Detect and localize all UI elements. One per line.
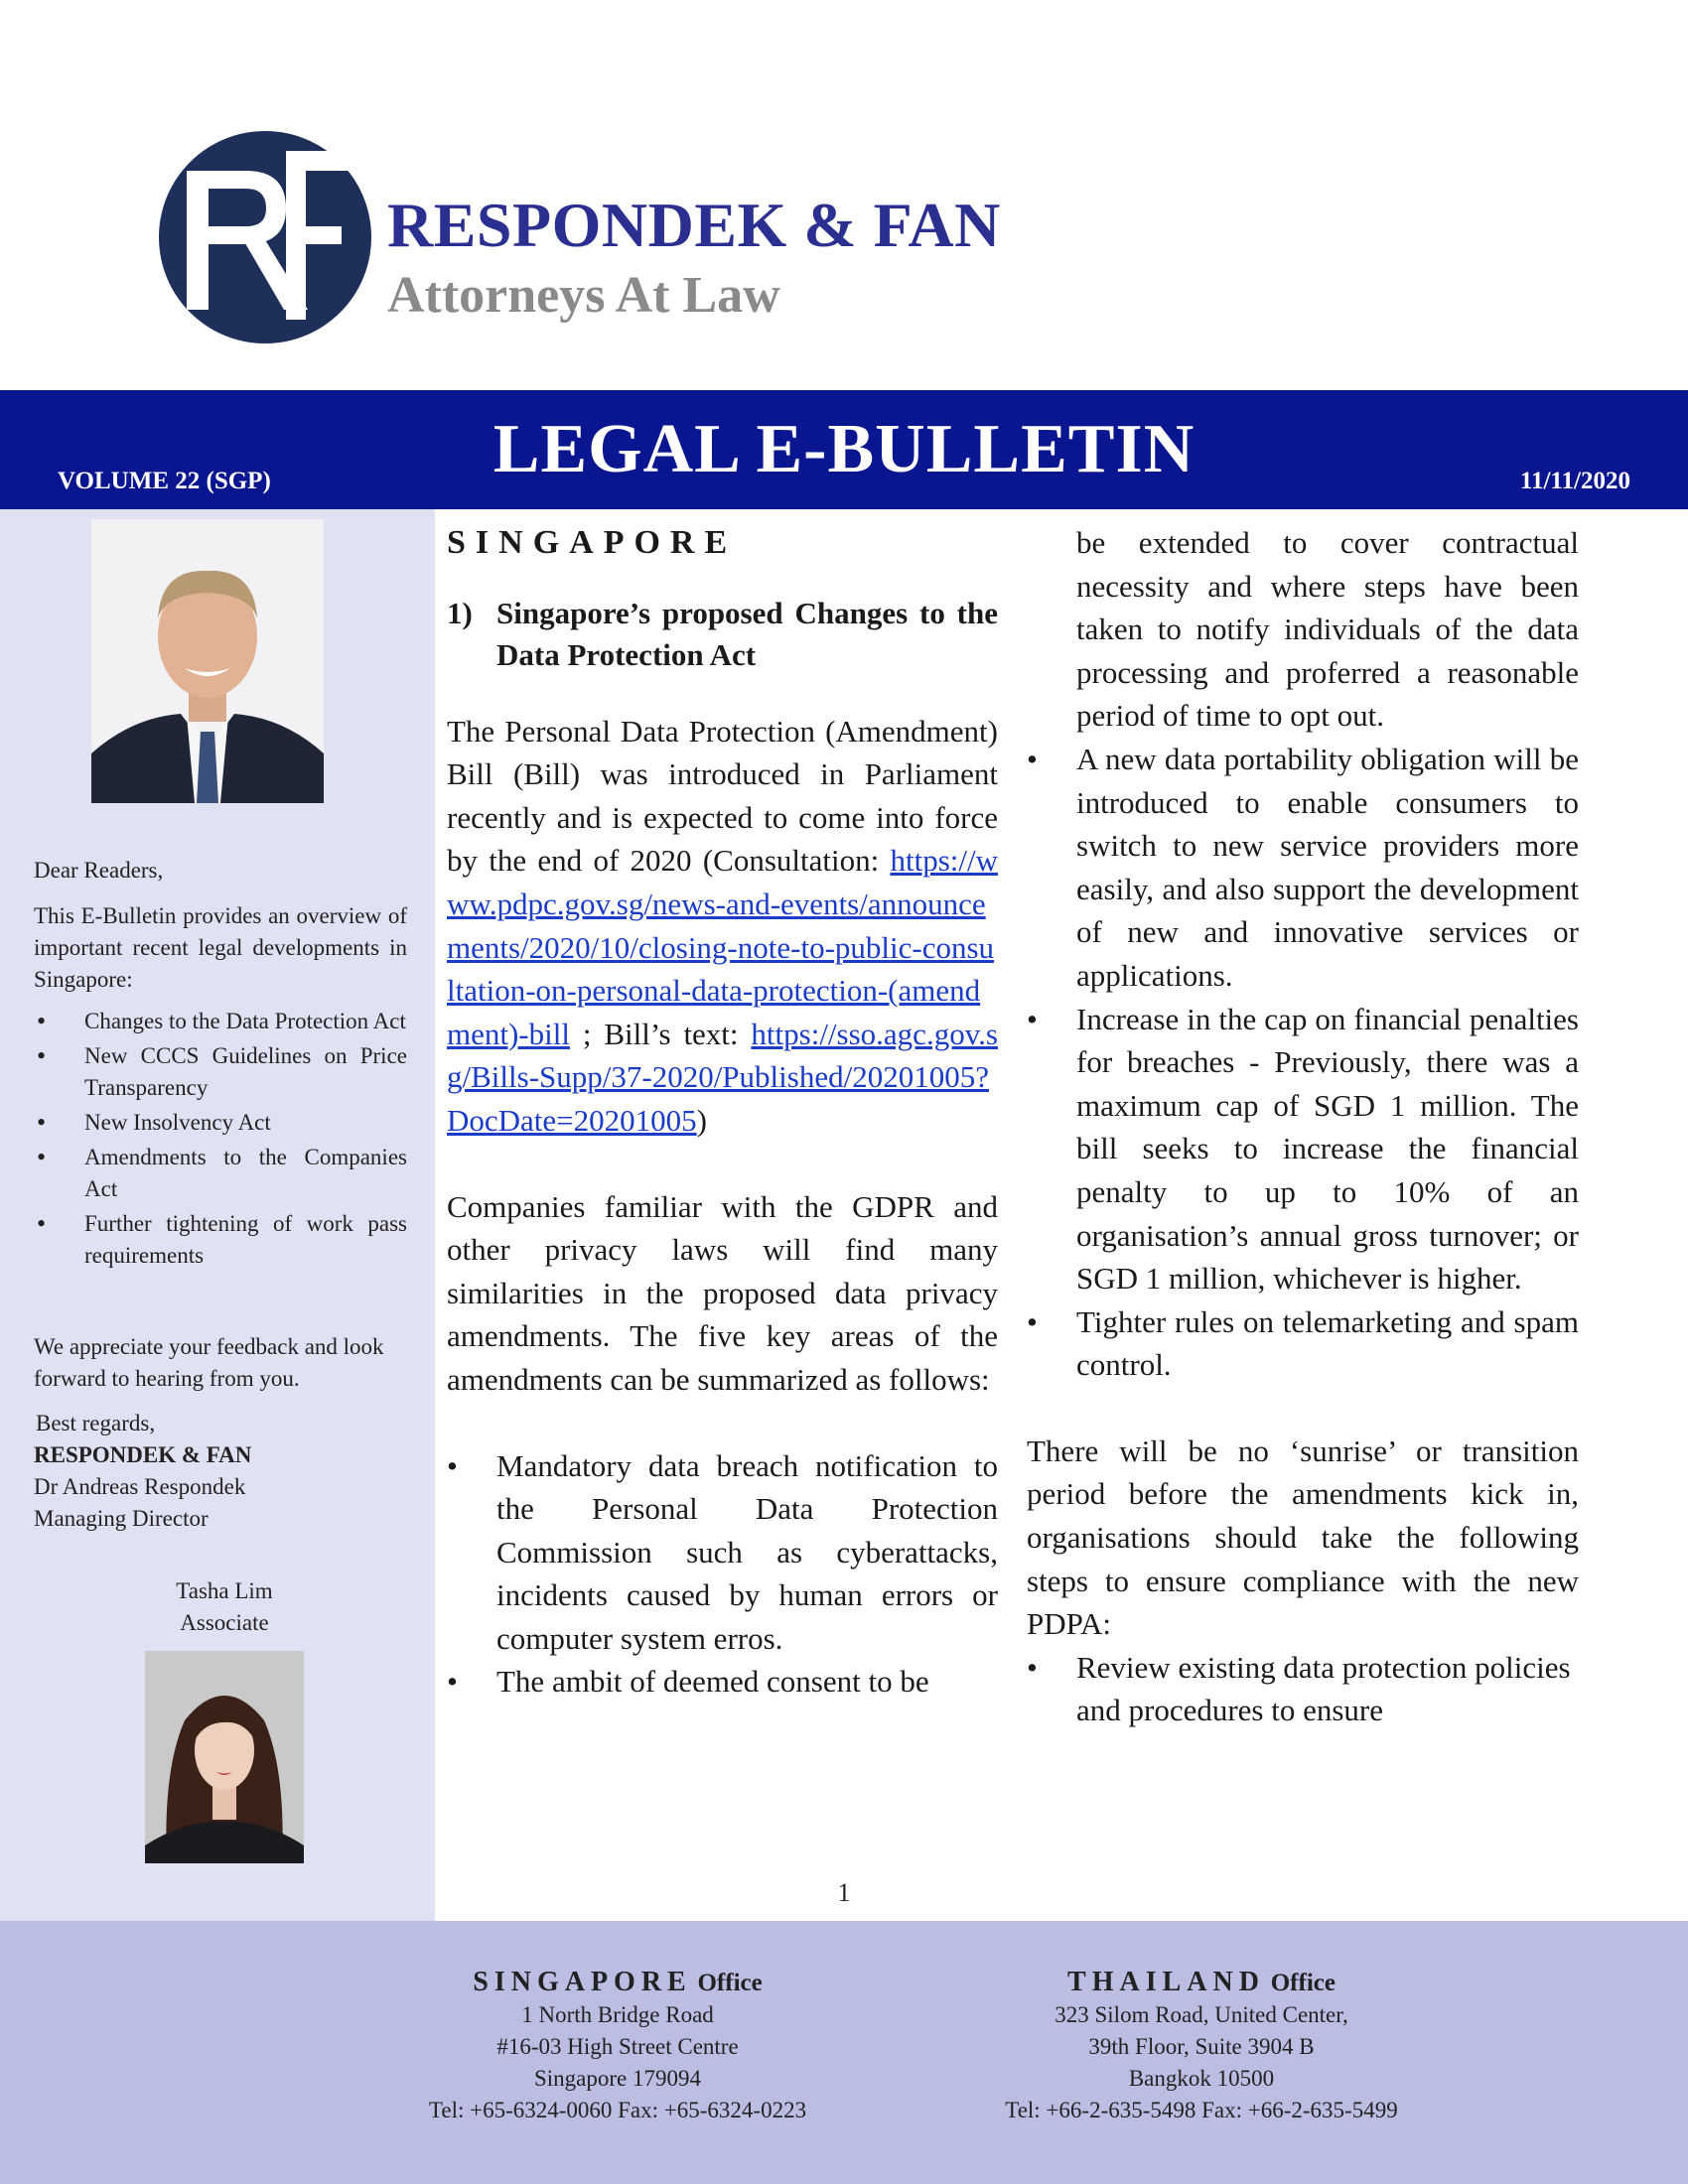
bulletin-banner [0, 390, 1688, 509]
list-item: • Amendments to the Companies Act [34, 1142, 407, 1205]
office-singapore [340, 1967, 896, 2126]
signature-title: Managing Director [34, 1506, 209, 1531]
office-address-line: 1 North Bridge Road [521, 2002, 714, 2027]
sidebar-topic-list [34, 1006, 407, 1275]
office-suffix: Office [1270, 1970, 1336, 1996]
signature-name: Dr Andreas Respondek [34, 1474, 246, 1499]
paren-close: ) [696, 1102, 707, 1138]
office-address-line: 39th Floor, Suite 3904 B [1088, 2034, 1315, 2059]
portrait-icon [91, 519, 324, 803]
consultation-link[interactable]: https://www.pdpc.gov.sg/news-and-events/announcements/2020/10/closing-note-to-public-consultation-on-personal-data-protection-(amendment)-bill [447, 843, 998, 1051]
signature-firm: RESPONDEK & FAN [34, 1442, 252, 1467]
amendment-list-continued [1027, 738, 1579, 1387]
article-intro-paragraph [447, 710, 998, 1143]
office-address-line: Bangkok 10500 [1128, 2066, 1275, 2091]
office-phone-line: Tel: +66-2-635-5498 Fax: +66-2-635-5499 [1005, 2098, 1398, 2122]
portrait-icon [145, 1651, 304, 1863]
office-address-line: #16-03 High Street Centre [496, 2034, 739, 2059]
office-name: THAILAND [1067, 1967, 1265, 1997]
rf-logo-icon [159, 131, 371, 343]
office-thailand [923, 1967, 1479, 2126]
amendment-list [447, 1444, 998, 1705]
section-heading: SINGAPORE [447, 524, 738, 561]
firm-subtitle: Attorneys At Law [387, 267, 780, 324]
firm-logo [159, 131, 371, 343]
office-name: SINGAPORE [473, 1967, 692, 1997]
sidebar-greeting: Dear Readers, [34, 858, 164, 883]
list-item: • The ambit of deemed consent to be [447, 1660, 998, 1704]
firm-name: RESPONDEK & FAN [387, 190, 1001, 260]
office-address-line: Singapore 179094 [533, 2066, 701, 2091]
list-item: • New Insolvency Act [34, 1107, 407, 1139]
list-item: • Tighter rules on telemarketing and spam control. [1027, 1300, 1579, 1387]
continued-bullet-text: be extended to cover contractual necessity and where steps have been taken to notify individuals of the data processing and proferred a reasonable period of time to opt out. [1076, 525, 1579, 734]
article-column-2 [1027, 521, 1579, 1732]
bill-text-label: ; Bill’s text: [569, 1016, 752, 1051]
sidebar-signature [34, 1408, 407, 1535]
intro-text: The Personal Data Protection (Amendment) Bill (Bill) was introduced in Parliament recently and is expected to come into force by the end of 2020 (Consultation: [447, 713, 998, 879]
article-column-1 [447, 521, 998, 1704]
article-title [447, 593, 998, 676]
associate-caption [119, 1575, 330, 1639]
list-item: • Review existing data protection policies and procedures to ensure [1027, 1646, 1579, 1732]
bulletin-date: 11/11/2020 [1519, 468, 1630, 494]
list-item: • Changes to the Data Protection Act [34, 1006, 407, 1037]
list-item: • Mandatory data breach notification to the Personal Data Protection Commission such as cyberattacks, incidents caused by human errors or computer system erros. [447, 1444, 998, 1661]
associate-name: Tasha Lim [176, 1578, 273, 1603]
list-item: • New CCCS Guidelines on Price Transparency [34, 1040, 407, 1104]
office-phone-line: Tel: +65-6324-0060 Fax: +65-6324-0223 [428, 2098, 807, 2122]
article-title-text: Singapore’s proposed Changes to the Data Protection Act [496, 595, 998, 672]
regards-line: Best regards, [36, 1411, 156, 1435]
page-number: 1 [837, 1878, 851, 1907]
list-item: • Further tightening of work pass requirements [34, 1208, 407, 1272]
list-item: • A new data portability obligation will be introduced to enable consumers to switch to new service providers more easily, and also support the development of new and innovative services or applications. [1027, 738, 1579, 998]
bulletin-volume: VOLUME 22 (SGP) [58, 468, 271, 494]
article-summary-paragraph: Companies familiar with the GDPR and other privacy laws will find many similarities in the proposed data privacy amendments. The five key areas of the amendments can be summarized as follows: [447, 1188, 998, 1397]
office-address-line: 323 Silom Road, United Center, [1055, 2002, 1348, 2027]
sidebar-feedback: We appreciate your feedback and look forward to hearing from you. [34, 1334, 384, 1391]
bulletin-title: LEGAL E-BULLETIN [492, 411, 1196, 487]
office-suffix: Office [697, 1970, 763, 1996]
bill-text-link[interactable]: https://sso.agc.gov.sg/Bills-Supp/37-2020/Published/20201005?DocDate=20201005 [447, 1016, 998, 1138]
list-item: • Increase in the cap on financial penalties for breaches - Previously, there was a maximum cap of SGD 1 million. The bill seeks to increase the financial penalty to up to 10% of an organisation’s annual gross turnover; or SGD 1 million, whichever is higher. [1027, 998, 1579, 1300]
article-number: 1) [447, 595, 473, 630]
compliance-paragraph: There will be no ‘sunrise’ or transition period before the amendments kick in, organisations should take the following steps to ensure compliance with the new PDPA: [1027, 1433, 1579, 1642]
associate-photo [145, 1651, 304, 1863]
sidebar-intro: This E-Bulletin provides an overview of important recent legal developments in Singapore: [34, 903, 407, 992]
managing-director-photo [91, 519, 324, 803]
compliance-steps-list [1027, 1646, 1579, 1732]
associate-title: Associate [180, 1610, 269, 1635]
